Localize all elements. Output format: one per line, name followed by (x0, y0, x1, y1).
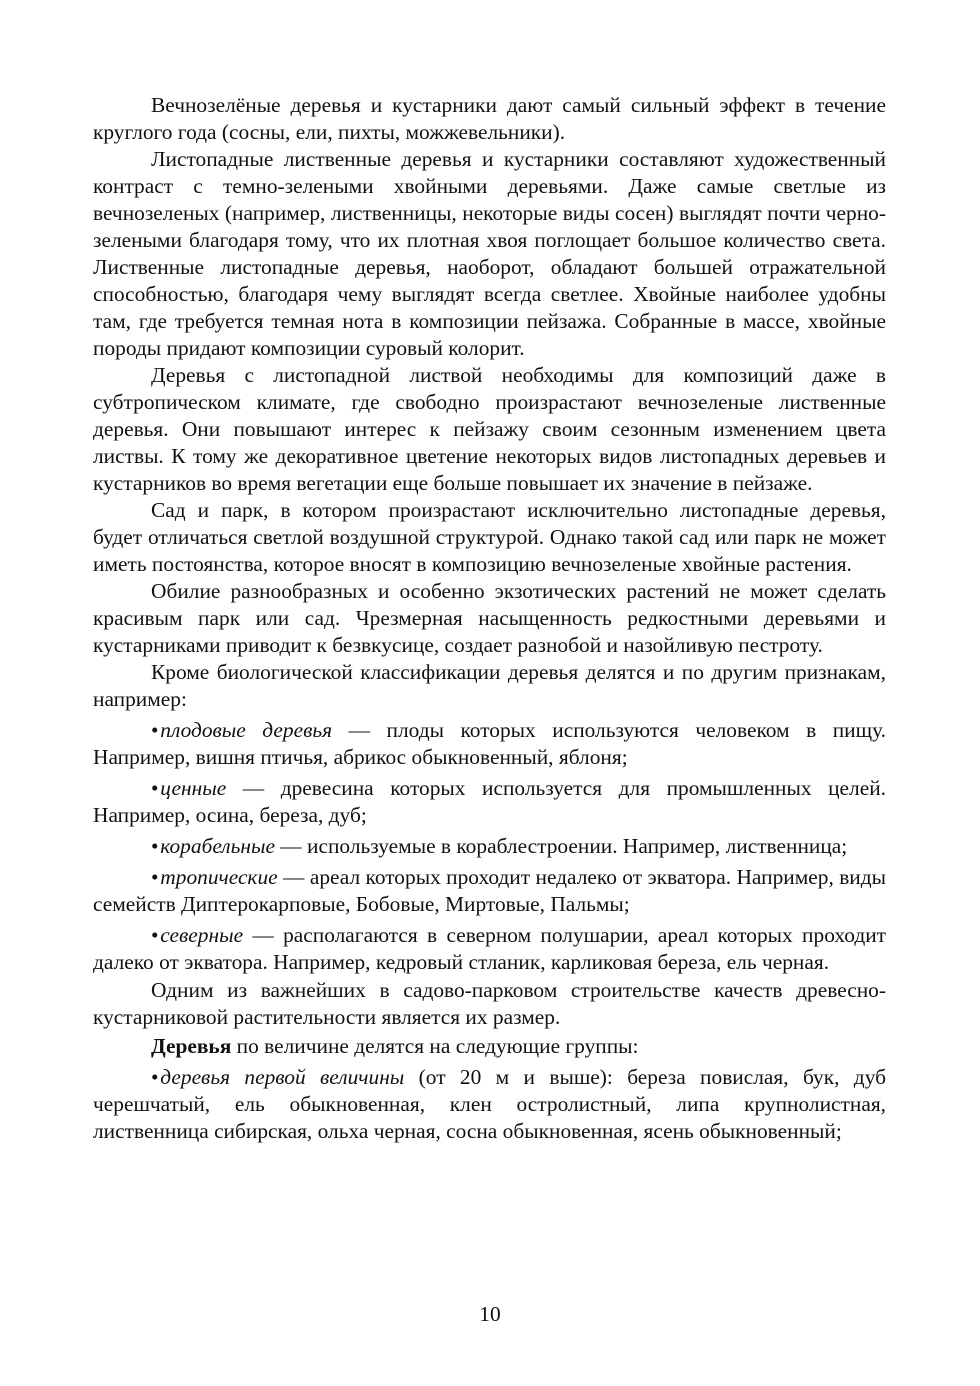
list-item-text: — используемые в кораблестроении. Например, лиственница; (274, 834, 848, 858)
list-item-valuable-trees (93, 775, 886, 829)
paragraph-size-groups-intro (93, 1033, 886, 1060)
paragraph-exotic-plants: Обилие разнообразных и особенно экзотических растений не может сделать красивым парк или сад. Чрезмерная насыщенность редкостными деревьями и кустарниками приводит к безвкусице, создает разнобой и назойливую пестроту. (93, 579, 886, 657)
list-item-northern-trees (93, 922, 886, 976)
paragraph-garden-park: Сад и парк, в котором произрастают исключительно листопадные деревья, будет отличаться светлой воздушной структурой. Однако такой сад или парк не может иметь постоянства, которое вносят в композицию вечнозеленые хвойные растения. (93, 498, 886, 576)
bullet-icon: • (151, 1065, 159, 1089)
intro-text: по величине делятся на следующие группы: (231, 1034, 639, 1058)
list-item-text: — располагаются в северном полушарии, ареал которых проходит далеко от экватора. Например, кедровый стланик, карликовая береза, ель черная. (93, 923, 886, 974)
list-item-term: плодовые деревья (160, 718, 333, 742)
bullet-icon: • (151, 718, 159, 742)
list-item-text: (от 20 м и выше): береза повислая, бук, дуб черешчатый, ель обыкновенная, клен остролистный, липа крупнолистная, лиственница сибирская, ольха черная, сосна обыкновенная, ясень обыкновенный; (93, 1065, 886, 1143)
list-item-first-size-trees (93, 1064, 886, 1145)
list-item-ship-trees (93, 833, 886, 860)
paragraph-classification-intro: Кроме биологической классификации деревья делятся и по другим признакам, например: (93, 660, 886, 711)
list-item-text: — плоды которых используются человеком в пищу. Например, вишня птичья, абрикос обыкновенный, яблоня; (93, 718, 886, 769)
list-item-term: деревья первой величины (160, 1065, 405, 1089)
bullet-icon: • (151, 834, 159, 858)
paragraph-size-importance: Одним из важнейших в садово-парковом строительстве качеств древесно-кустарниковой растительности является их размер. (93, 978, 886, 1029)
page-content (93, 92, 886, 1145)
page-number: 10 (479, 1302, 501, 1326)
list-item-term: северные (160, 923, 244, 947)
list-item-term: корабельные (160, 834, 275, 858)
list-item-term: ценные (160, 776, 227, 800)
bullet-icon: • (151, 776, 159, 800)
list-item-fruit-trees (93, 717, 886, 771)
bold-term: Деревья (151, 1034, 232, 1058)
bullet-icon: • (151, 865, 159, 889)
list-item-text: — ареал которых проходит недалеко от экватора. Например, виды семейств Диптерокарповые, Бобовые, Миртовые, Пальмы; (93, 865, 886, 916)
bullet-icon: • (151, 923, 159, 947)
list-item-tropical-trees (93, 864, 886, 918)
list-item-text: — древесина которых используется для промышленных целей. Например, осина, береза, дуб; (93, 776, 886, 827)
paragraph-deciduous-contrast: Листопадные лиственные деревья и кустарники составляют художественный контраст с темно-зелеными хвойными деревьями. Даже самые светлые из вечнозеленых (например, лиственницы, некоторые виды сосен) выглядят почти черно-зелеными благодаря тому, что их плотная хвоя поглощает большое количество света. Лиственные листопадные деревья, наоборот, обладают большей отражательной способностью, благодаря чему выглядят всегда светлее. Хвойные наиболее удобны там, где требуется темная нота в композиции пейзажа. Собранные в массе, хвойные породы придают композиции суровый колорит. (93, 147, 886, 360)
paragraph-evergreen: Вечнозелёные деревья и кустарники дают самый сильный эффект в течение круглого года (сосны, ели, пихты, можжевельники). (93, 93, 886, 144)
paragraph-subtropical: Деревья с листопадной листвой необходимы для композиций даже в субтропическом климате, где свободно произрастают вечнозеленые лиственные деревья. Они повышают интерес к пейзажу своим сезонным изменением цвета листвы. К тому же декоративное цветение некоторых видов листопадных деревьев и кустарников во время вегетации еще больше повышает их значение в пейзаже. (93, 363, 886, 495)
list-item-term: тропические (160, 865, 278, 889)
